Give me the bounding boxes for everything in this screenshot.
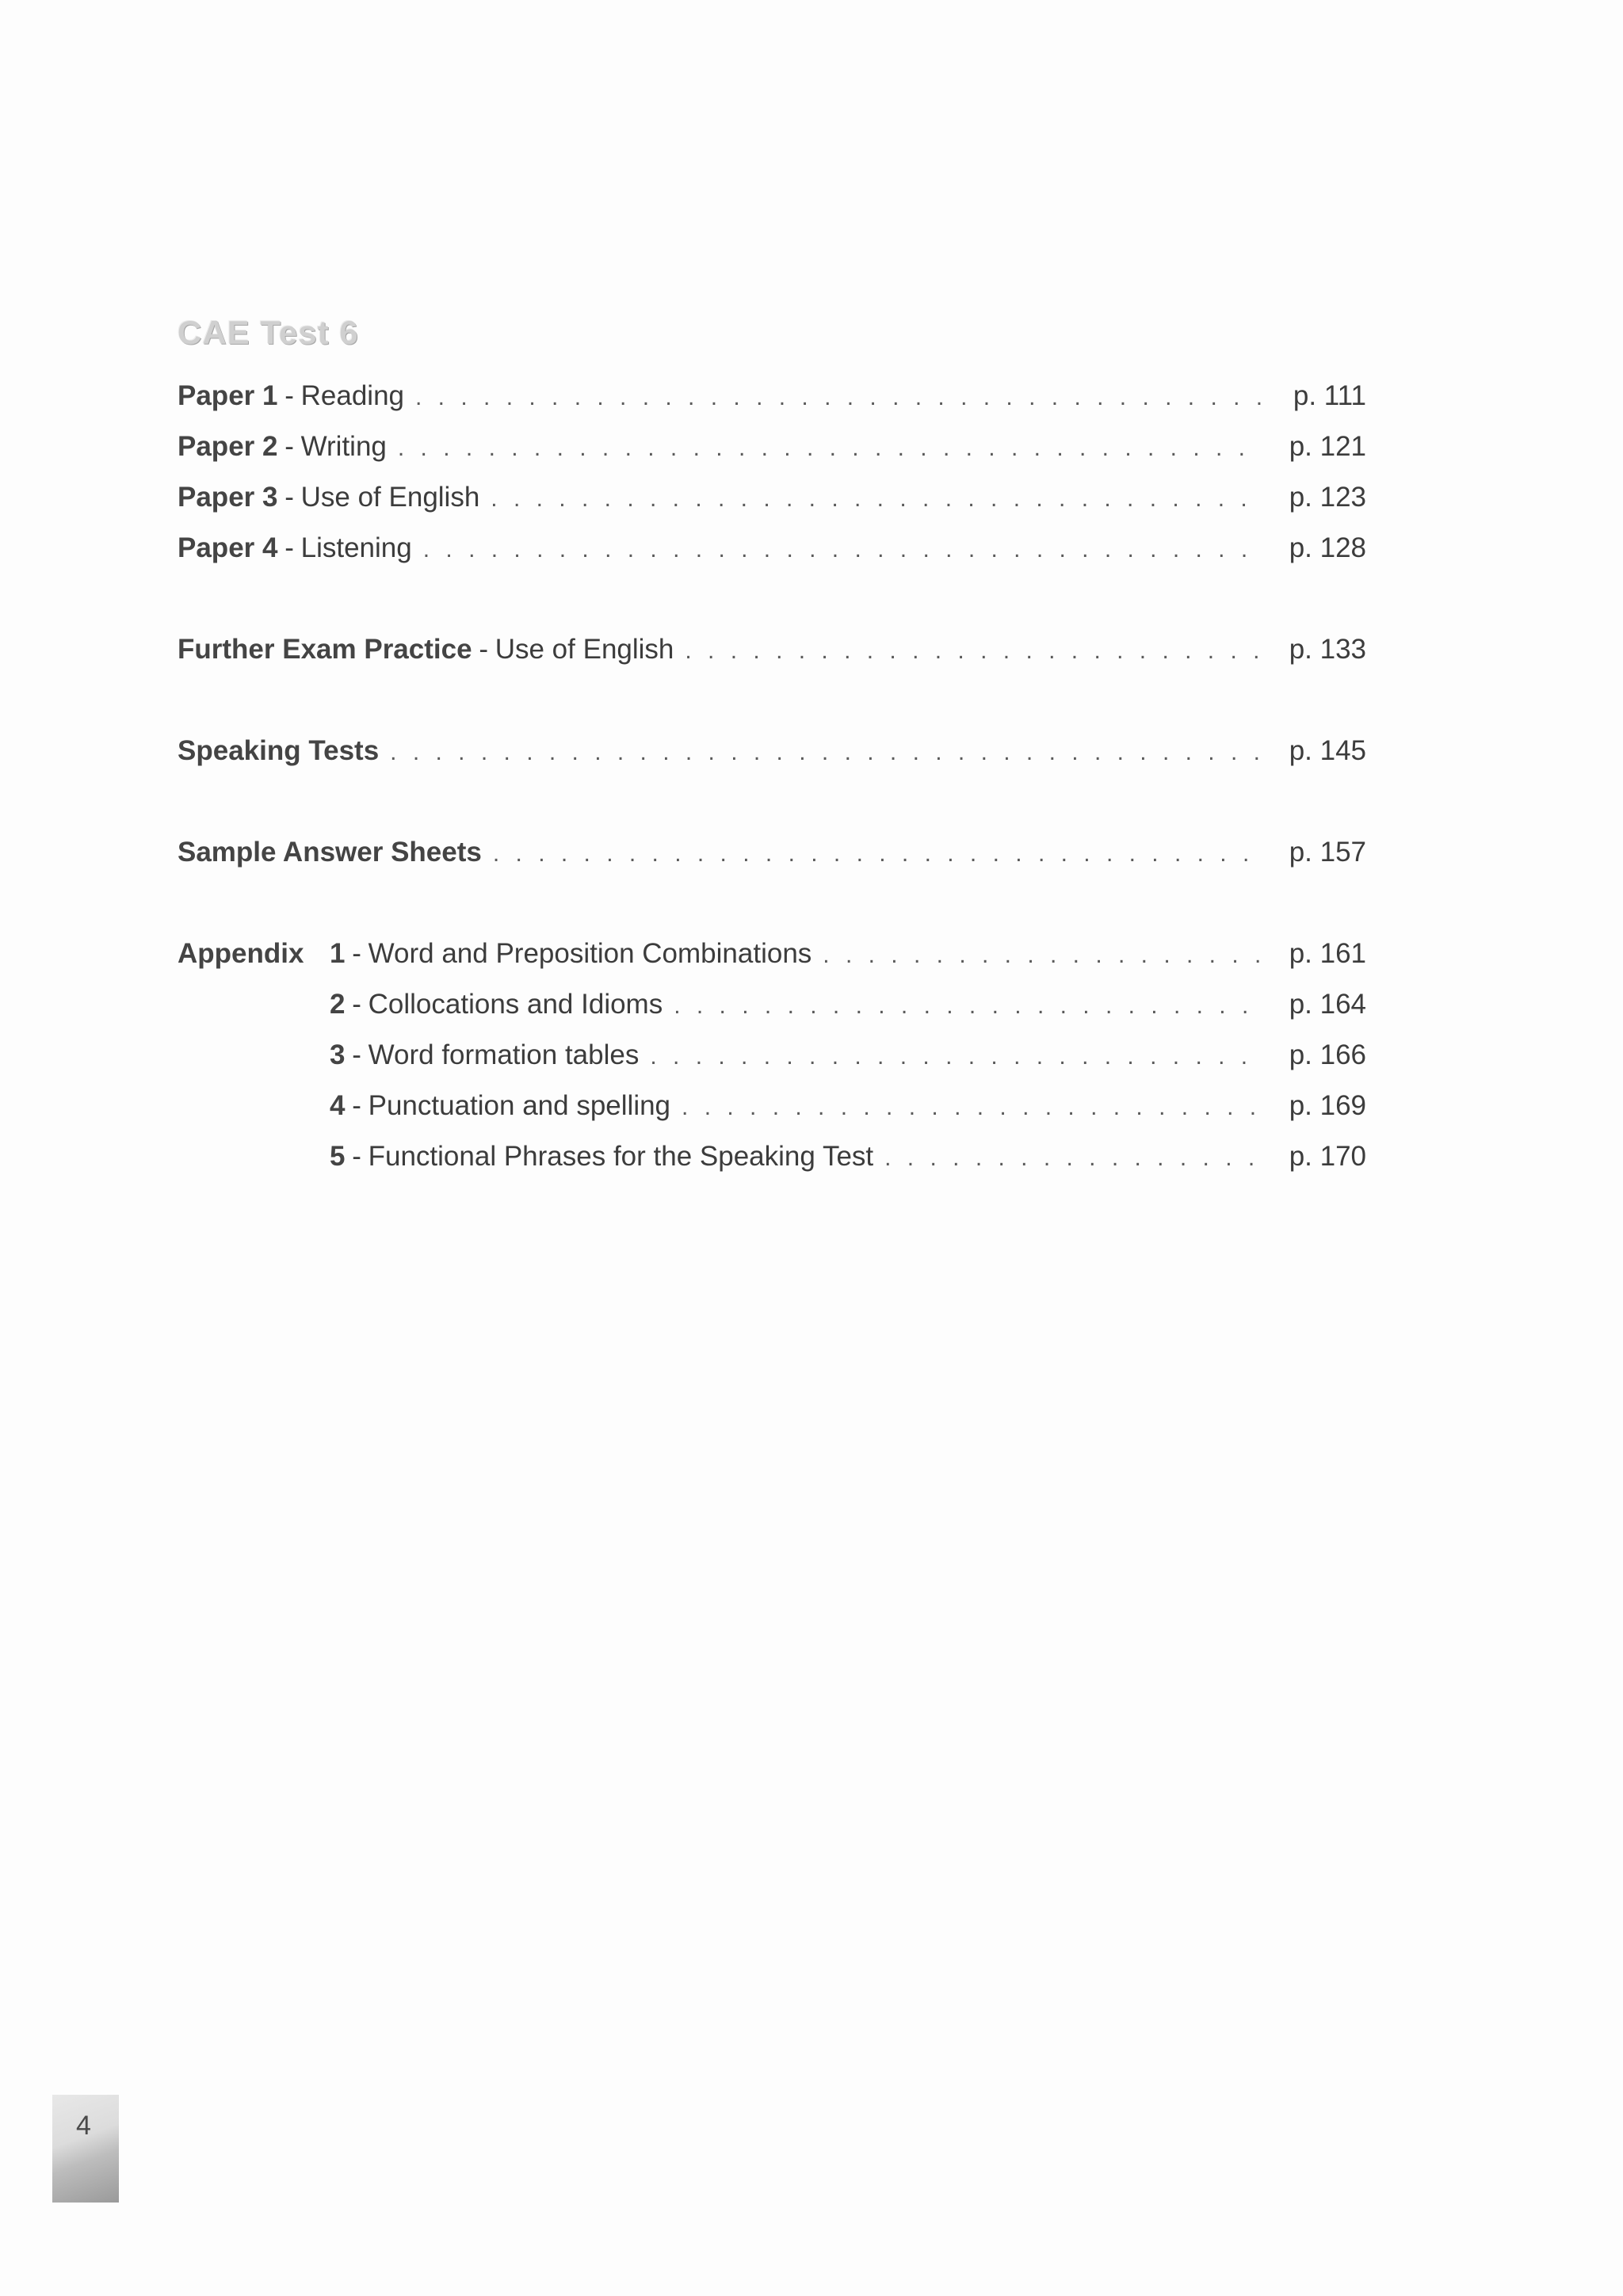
- dot-leader: [423, 531, 1262, 569]
- test-title: CAE Test 6: [178, 314, 359, 351]
- toc-entry-title: Word and Preposition Combinations: [368, 938, 812, 969]
- toc-page-number: p. 123: [1289, 482, 1366, 513]
- dot-leader: [398, 429, 1262, 467]
- toc-entry-title: Use of English: [495, 634, 674, 665]
- toc-separator: -: [285, 482, 294, 513]
- toc-entry-appendix-4: [330, 1087, 1366, 1125]
- dot-leader: [674, 987, 1262, 1025]
- dot-leader: [491, 480, 1262, 518]
- toc-entry-number: Paper 2: [178, 431, 278, 462]
- toc-page-number: p. 170: [1289, 1141, 1366, 1172]
- toc-entry-number: Paper 3: [178, 482, 278, 513]
- page-number: 4: [76, 2111, 91, 2141]
- dot-leader: [682, 1089, 1262, 1127]
- toc-entry-sample-answer-sheets: [178, 833, 1366, 871]
- toc-entry-title: Word formation tables: [368, 1039, 640, 1070]
- dot-leader: [493, 835, 1262, 873]
- toc-entry-number: 5: [330, 1141, 346, 1172]
- toc-separator: -: [285, 380, 294, 411]
- toc-page-number: p. 145: [1289, 735, 1366, 766]
- dot-leader: [884, 1139, 1262, 1177]
- toc-entry-number: Paper 4: [178, 532, 278, 563]
- toc-separator: -: [352, 989, 361, 1020]
- toc-entry-speaking-tests: [178, 732, 1366, 770]
- toc-page-number: p. 169: [1289, 1090, 1366, 1121]
- toc-entry-heading: Further Exam Practice: [178, 634, 472, 665]
- toc-entry-further-exam-practice: [178, 631, 1366, 669]
- toc-entry-title: Reading: [300, 380, 405, 411]
- toc-entry-paper-2: [178, 428, 1366, 466]
- toc-entry-appendix-1: [330, 935, 1366, 973]
- toc-separator: -: [352, 938, 361, 969]
- toc-page-number: p. 133: [1289, 634, 1366, 665]
- toc-entry-title: Functional Phrases for the Speaking Test: [368, 1141, 874, 1172]
- toc-entry-paper-3: [178, 479, 1366, 517]
- toc-separator: -: [352, 1039, 361, 1070]
- toc-page-number: p. 121: [1289, 431, 1366, 462]
- toc-separator: -: [352, 1141, 361, 1172]
- toc-entry-heading: Sample Answer Sheets: [178, 837, 482, 868]
- toc-separator: -: [285, 532, 294, 563]
- toc-entry-title: Writing: [300, 431, 387, 462]
- toc-page-number: p. 111: [1293, 380, 1366, 411]
- toc-entry-title: Collocations and Idioms: [368, 989, 663, 1020]
- dot-leader: [685, 632, 1262, 670]
- dot-leader: [390, 734, 1262, 772]
- toc-page-number: p. 157: [1289, 837, 1366, 868]
- toc-entry-number: 2: [330, 989, 346, 1020]
- toc-entry-number: Paper 1: [178, 380, 278, 411]
- toc-page-number: p. 164: [1289, 989, 1366, 1020]
- toc-entry-title: Listening: [300, 532, 412, 563]
- toc-entry-title: Use of English: [300, 482, 480, 513]
- toc-entry-appendix-5: [330, 1138, 1366, 1176]
- toc-separator: -: [285, 431, 294, 462]
- toc-page-number: p. 166: [1289, 1039, 1366, 1070]
- dot-leader: [823, 936, 1262, 974]
- toc-page-number: p. 161: [1289, 938, 1366, 969]
- toc-separator: -: [352, 1090, 361, 1121]
- toc-entry-number: 3: [330, 1039, 346, 1070]
- toc-entry-number: 4: [330, 1090, 346, 1121]
- toc-entry-paper-1: [178, 377, 1366, 415]
- toc-entry-title: Punctuation and spelling: [368, 1090, 671, 1121]
- appendix-heading: Appendix: [178, 938, 304, 969]
- page-number-tab: [52, 2095, 119, 2203]
- toc-entry-heading: Speaking Tests: [178, 735, 380, 766]
- toc-entry-paper-4: [178, 529, 1366, 567]
- toc-entry-appendix-2: [330, 986, 1366, 1024]
- toc-entry-appendix-3: [330, 1036, 1366, 1074]
- toc-entry-number: 1: [330, 938, 346, 969]
- toc-separator: -: [479, 634, 488, 665]
- dot-leader: [650, 1038, 1262, 1076]
- toc-page-number: p. 128: [1289, 532, 1366, 563]
- dot-leader: [415, 379, 1262, 417]
